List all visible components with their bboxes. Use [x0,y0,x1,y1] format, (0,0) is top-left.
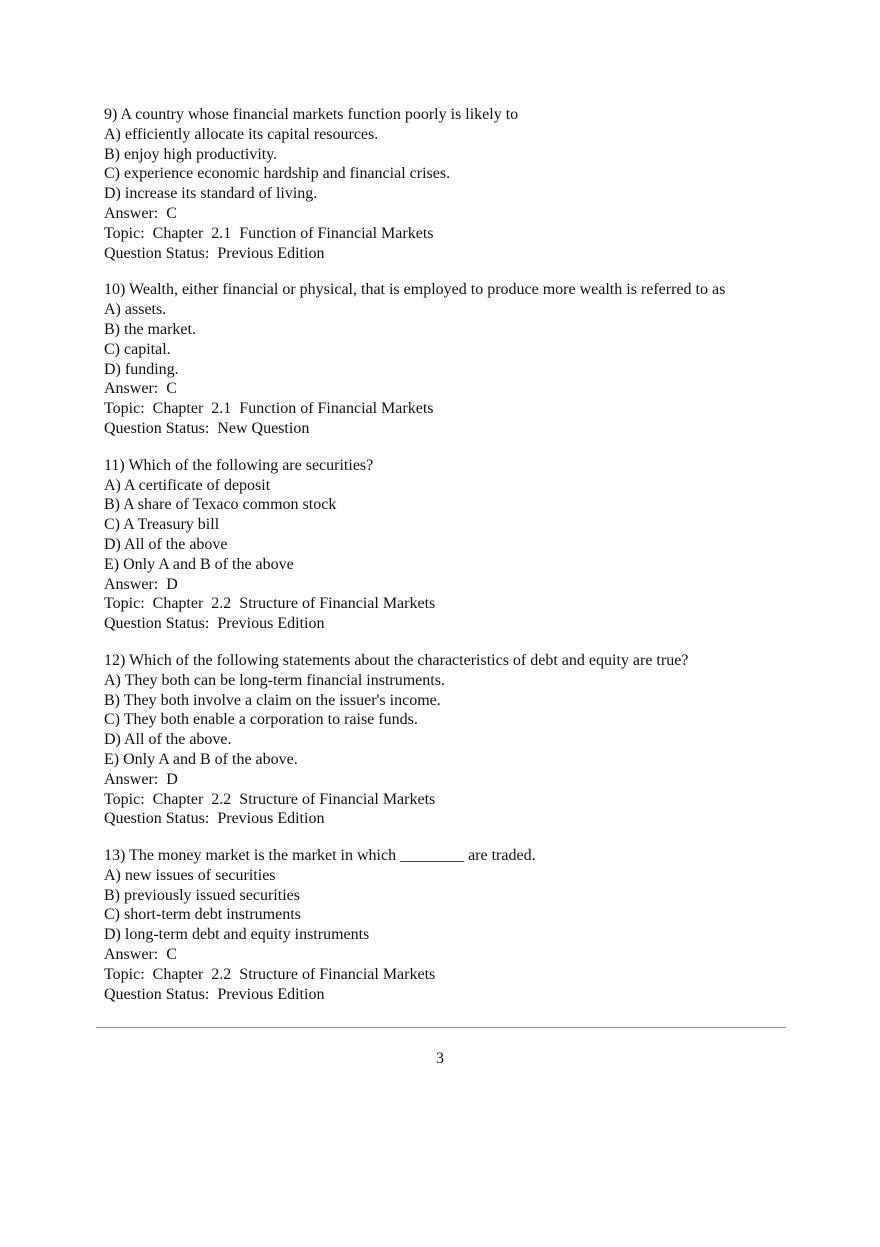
topic-line: Topic: Chapter 2.2 Structure of Financial Markets [104,790,436,808]
question-stem: 13) The money market is the market in which ________ are traded. [104,847,536,865]
answer-option: A) A certificate of deposit [104,476,271,494]
question-stem: 10) Wealth, either financial or physical, that is employed to produce more wealth is referred to as [104,281,726,299]
answer-key: Answer: C [104,380,177,398]
answer-option: C) short-term debt instruments [104,906,301,924]
answer-option: B) the market. [104,320,196,338]
answer-option: B) They both involve a claim on the issuer's income. [104,691,441,709]
answer-option: D) long-term debt and equity instruments [104,926,370,944]
question-block [104,456,804,634]
question-status: Question Status: Previous Edition [104,244,325,262]
topic-line: Topic: Chapter 2.1 Function of Financial Markets [104,400,434,418]
answer-option: E) Only A and B of the above [104,555,294,573]
question-status: Question Status: Previous Edition [104,985,325,1003]
question-block [104,846,804,1004]
answer-option: D) increase its standard of living. [104,185,318,203]
question-block [104,105,804,263]
topic-line: Topic: Chapter 2.2 Structure of Financial Markets [104,965,436,983]
answer-option: A) assets. [104,301,167,319]
topic-line: Topic: Chapter 2.2 Structure of Financial Markets [104,595,436,613]
answer-option: C) A Treasury bill [104,516,220,534]
answer-key: Answer: C [104,204,177,222]
answer-option: C) experience economic hardship and financial crises. [104,165,451,183]
footer-divider [96,1027,786,1028]
answer-option: D) All of the above [104,535,228,553]
question-list [104,105,804,1021]
question-status: Question Status: New Question [104,419,310,437]
question-stem: 9) A country whose financial markets function poorly is likely to [104,106,519,123]
answer-option: D) funding. [104,360,179,378]
answer-key: Answer: D [104,575,178,593]
answer-option: C) capital. [104,340,171,358]
answer-key: Answer: C [104,946,177,964]
question-stem: 11) Which of the following are securities? [104,456,374,474]
question-status: Question Status: Previous Edition [104,810,325,828]
answer-option: A) new issues of securities [104,866,276,884]
topic-line: Topic: Chapter 2.1 Function of Financial Markets [104,224,434,242]
question-block [104,651,804,829]
answer-option: B) enjoy high productivity. [104,145,278,163]
answer-option: E) Only A and B of the above. [104,750,298,768]
answer-key: Answer: D [104,770,178,788]
answer-option: D) All of the above. [104,731,232,749]
question-stem: 12) Which of the following statements about the characteristics of debt and equity are true? [104,651,689,669]
question-block [104,280,804,438]
answer-option: A) They both can be long-term financial instruments. [104,671,445,689]
answer-option: A) efficiently allocate its capital resources. [104,125,379,143]
answer-option: B) previously issued securities [104,886,300,904]
answer-option: B) A share of Texaco common stock [104,496,337,514]
answer-option: C) They both enable a corporation to raise funds. [104,711,418,729]
question-status: Question Status: Previous Edition [104,615,325,633]
page-number: 3 [436,1050,444,1067]
